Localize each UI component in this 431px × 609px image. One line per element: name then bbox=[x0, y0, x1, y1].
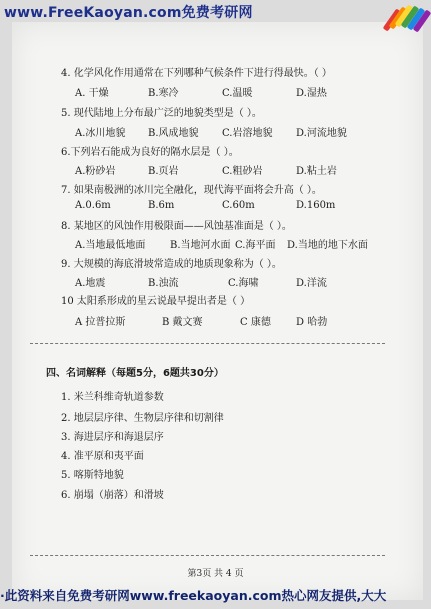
question-stem: 5. 现代陆地上分布最广泛的地貌类型是（ ）。 bbox=[61, 108, 262, 119]
dashed-divider bbox=[30, 343, 385, 344]
option: C.60m bbox=[222, 200, 255, 211]
option: C.海啸 bbox=[228, 278, 259, 289]
rainbow-logo-icon bbox=[383, 2, 425, 36]
question-stem: 6.下列岩石能成为良好的隔水层是（ ）。 bbox=[61, 147, 239, 158]
term-item: 2. 地层层序律、生物层序律和切割律 bbox=[61, 413, 224, 424]
option: B.当地河水面 bbox=[170, 240, 231, 251]
option: D.湿热 bbox=[296, 88, 327, 99]
term-item: 3. 海进层序和海退层序 bbox=[61, 432, 164, 443]
term-item: 1. 米兰科维奇轨道参数 bbox=[61, 392, 164, 403]
option: A. 干燥 bbox=[75, 88, 109, 99]
option: D.当地的地下水面 bbox=[287, 240, 368, 251]
footer-divider bbox=[30, 555, 385, 556]
term-item: 6. 崩塌（崩落）和滑坡 bbox=[61, 490, 164, 501]
option: B.浊流 bbox=[148, 278, 179, 289]
option: B.6m bbox=[148, 200, 175, 211]
option: A.地震 bbox=[75, 278, 106, 289]
option: B 戴文赛 bbox=[162, 317, 203, 328]
option: C.温暖 bbox=[222, 88, 253, 99]
option: D.洋流 bbox=[296, 278, 327, 289]
section-heading: 四、名词解释（每题5分，6题共30分） bbox=[46, 368, 224, 379]
watermark-top: www.FreeKaoyan.com免费考研网 bbox=[4, 5, 253, 21]
option: D.160m bbox=[296, 200, 336, 211]
option: B.风成地貌 bbox=[148, 128, 199, 139]
option: C.岩溶地貌 bbox=[222, 128, 273, 139]
option: B.寒冷 bbox=[148, 88, 179, 99]
question-stem: 10 太阳系形成的星云说最早提出者是（ ） bbox=[61, 296, 251, 307]
term-item: 5. 喀斯特地貌 bbox=[61, 470, 124, 481]
question-stem: 4. 化学风化作用通常在下列哪种气候条件下进行得最快。（ ） bbox=[61, 68, 332, 79]
page-number: 第3页 共 4 页 bbox=[187, 569, 244, 579]
option: A.冰川地貌 bbox=[75, 128, 126, 139]
question-stem: 9. 大规模的海底滑坡常造成的地质现象称为（ ）。 bbox=[61, 259, 282, 270]
option: A 拉普拉斯 bbox=[75, 317, 126, 328]
term-item: 4. 准平原和夷平面 bbox=[61, 451, 144, 462]
option: C 康德 bbox=[240, 317, 271, 328]
option: B.页岩 bbox=[148, 166, 179, 177]
question-stem: 7. 如果南极洲的冰川完全融化，现代海平面将会升高（ ）。 bbox=[61, 185, 322, 196]
option: D 哈勃 bbox=[296, 317, 328, 328]
watermark-bottom: ·此资料来自免费考研网www.freekaoyan.com热心网友提供,大大 bbox=[0, 588, 387, 603]
option: A.当地最低地面 bbox=[75, 240, 146, 251]
option: D.河流地貌 bbox=[296, 128, 347, 139]
option: A.0.6m bbox=[75, 200, 111, 211]
option: A.粉砂岩 bbox=[75, 166, 116, 177]
option: C.粗砂岩 bbox=[222, 166, 263, 177]
option: C.海平面 bbox=[235, 240, 276, 251]
question-stem: 8. 某地区的风蚀作用极限面——风蚀基准面是（ ）。 bbox=[61, 221, 292, 232]
option: D.粘土岩 bbox=[296, 166, 337, 177]
